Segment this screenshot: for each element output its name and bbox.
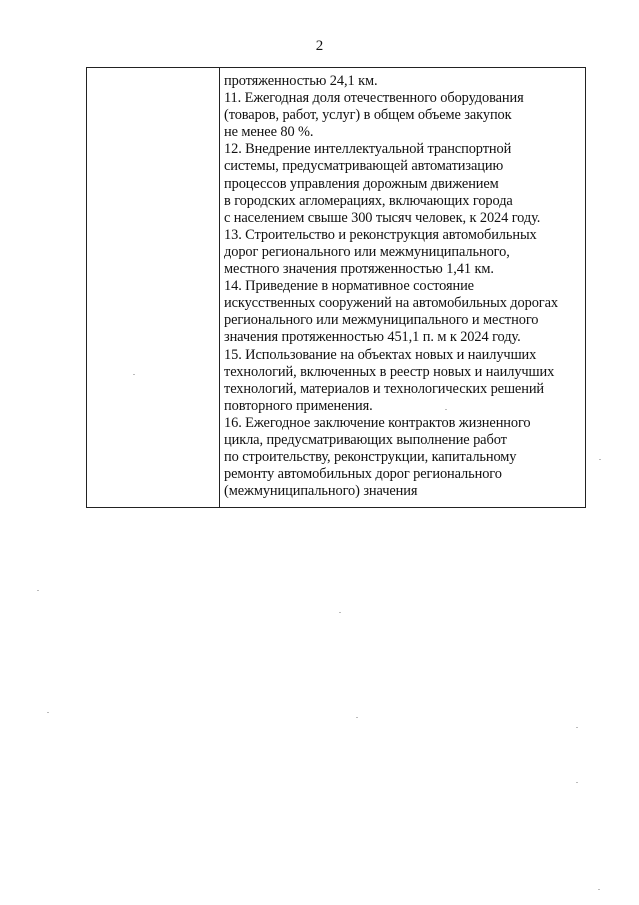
scan-speck	[576, 782, 578, 783]
text-line: 16. Ежегодное заключение контрактов жизненного	[224, 414, 531, 431]
text-line: регионального или межмуниципального и местного	[224, 312, 539, 329]
text-line: 14. Приведение в нормативное состояние	[224, 278, 474, 295]
text-line: ремонту автомобильных дорог регионального	[224, 466, 502, 483]
text-line: местного значения протяженностью 1,41 км.	[224, 261, 494, 278]
text-line: с населением свыше 300 тысяч человек, к 2024 году.	[224, 209, 541, 226]
scan-speck	[356, 717, 358, 718]
text-line: в городских агломерациях, включающих города	[224, 192, 513, 209]
text-line: цикла, предусматривающих выполнение работ	[224, 431, 507, 448]
page-number: 2	[315, 38, 324, 54]
scan-speck	[598, 889, 600, 890]
scan-speck	[445, 409, 447, 410]
table-right-cell	[220, 68, 585, 507]
text-line: искусственных сооружений на автомобильных дорогах	[224, 295, 558, 312]
scan-speck	[339, 612, 341, 613]
text-line: (межмуниципального) значения	[224, 483, 418, 500]
scan-speck	[47, 712, 49, 713]
text-line: технологий, материалов и технологических решений	[224, 380, 545, 397]
text-line: системы, предусматривающей автоматизацию	[224, 158, 504, 175]
scan-speck	[599, 459, 601, 460]
scan-speck	[576, 727, 578, 728]
text-line: не менее 80 %.	[224, 124, 314, 141]
text-line: 15. Использование на объектах новых и наилучших	[224, 346, 537, 363]
text-line: повторного применения.	[224, 397, 373, 414]
scan-speck	[133, 374, 135, 375]
text-line: (товаров, работ, услуг) в общем объеме закупок	[224, 107, 512, 124]
text-line: по строительству, реконструкции, капитальному	[224, 449, 517, 466]
scan-speck	[37, 590, 39, 591]
text-line: 11. Ежегодная доля отечественного оборудования	[224, 90, 524, 107]
text-line: 13. Строительство и реконструкция автомобильных	[224, 226, 537, 243]
text-line: технологий, включенных в реестр новых и наилучших	[224, 363, 555, 380]
text-line: протяженностью 24,1 км.	[224, 73, 378, 89]
table-left-cell	[87, 68, 220, 507]
text-line: 12. Внедрение интеллектуальной транспортной	[224, 141, 512, 158]
text-line: процессов управления дорожным движением	[224, 175, 499, 192]
document-table	[86, 67, 586, 508]
text-line: дорог регионального или межмуниципального,	[224, 243, 510, 260]
text-line: значения протяженностью 451,1 п. м к 2024 году.	[224, 329, 521, 346]
